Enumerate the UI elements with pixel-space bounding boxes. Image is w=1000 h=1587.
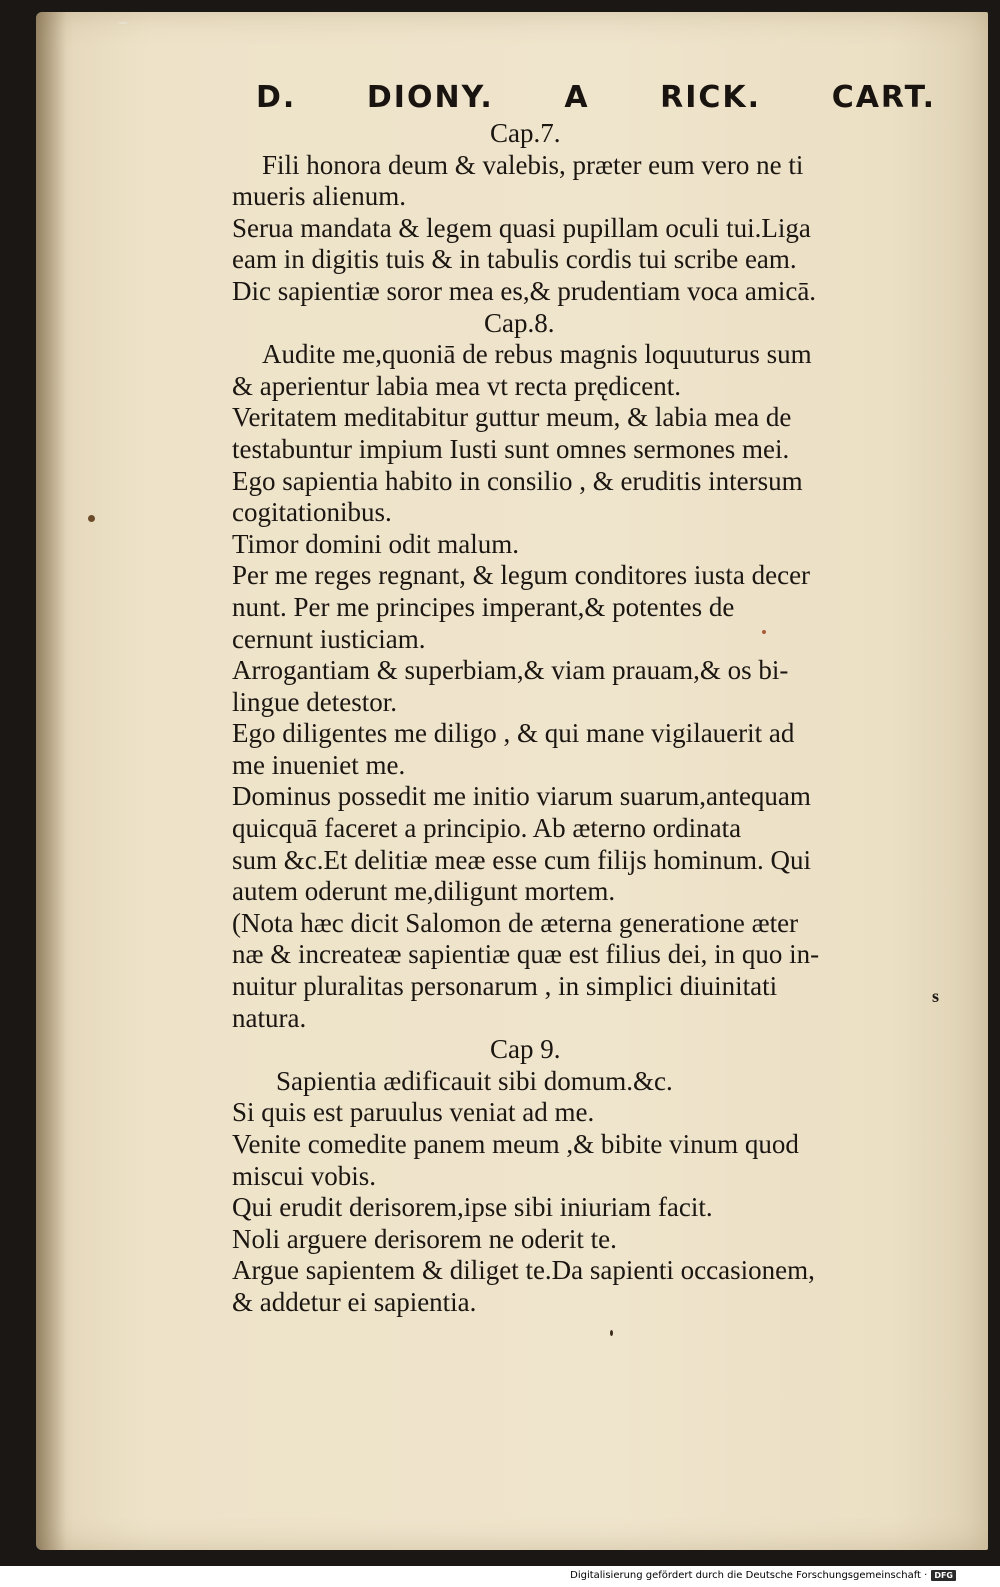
text-line: Ego sapientia habito in consilio , & eruditis intersum [232,465,803,496]
text-line: Si quis est paruulus veniat ad me. [232,1097,595,1128]
body-text [232,118,912,1319]
paper-speck [88,515,95,522]
text-line: cernunt iusticiam. [232,623,426,654]
chapter-heading: Cap 9. [490,1034,561,1065]
running-header [256,80,936,115]
header-word: D. [256,80,297,115]
text-line: Noli arguere derisorem ne oderit te. [232,1223,617,1254]
paper-speck [610,1330,613,1336]
header-word: DIONY. [366,80,494,115]
text-line: Serua mandata & legem quasi pupillam oculi tui.Liga [232,212,811,243]
text-line: Timor domini odit malum. [232,528,520,559]
text-line: cogitationibus. [232,497,392,528]
header-word: CART. [831,80,936,115]
text-line: Ego diligentes me diligo , & qui mane vigilauerit ad [232,718,795,749]
text-line: mueris alienum. [232,181,406,212]
text-line: miscui vobis. [232,1160,377,1191]
text-line: quicquā faceret a principio. Ab æterno ordinata [232,813,742,844]
text-line: Arrogantiam & superbiam,& viam prauam,& os bi- [232,655,789,686]
text-line: Qui erudit derisorem,ipse sibi iniuriam facit. [232,1192,713,1223]
text-line: (Nota hæc dicit Salomon de æterna generatione æter [232,907,799,938]
text-line: Fili honora deum & valebis, præter eum vero ne ti [262,149,804,180]
text-line: me inueniet me. [232,749,406,780]
text-line: sum &c.Et delitiæ meæ esse cum filijs hominum. Qui [232,844,811,875]
chapter-heading: Cap.7. [490,118,561,148]
text-line: testabuntur impium Iusti sunt omnes sermones mei. [232,433,790,464]
text-line: Venite comedite panem meum ,& bibite vinum quod [232,1129,799,1159]
text-line: Dominus possedit me initio viarum suarum,antequam [232,781,811,812]
footer-text: Digitalisierung gefördert durch die Deutsche Forschungsgemeinschaft · [570,1570,928,1581]
text-line: Audite me,quoniā de rebus magnis loquuturus sum [262,339,812,370]
text-line: & addetur ei sapientia. [232,1286,477,1317]
text-line: Argue sapientem & diliget te.Da sapienti occasionem, [232,1255,815,1286]
margin-catchword: s [932,986,940,1006]
text-line: autem oderunt me,diligunt mortem. [232,876,616,907]
text-line: natura. [232,1002,307,1033]
text-line: nunt. Per me principes imperant,& potentes de [232,591,735,622]
dfg-logo-icon: DFG [931,1570,956,1581]
text-line: Sapientia ædificauit sibi domum.&c. [276,1065,673,1096]
text-line: nuitur pluralitas personarum , in simplici diuinitati [232,971,778,1002]
text-line: Dic sapientiæ soror mea es,& prudentiam voca amicā. [232,275,817,306]
chapter-heading: Cap.8. [484,307,555,338]
text-line: & aperientur labia mea vt recta prędicent. [232,370,682,401]
text-line: Per me reges regnant, & legum conditores iusta decer [232,560,811,591]
text-line: næ & increateæ sapientiæ quæ est filius dei, in quo in- [232,939,820,970]
page-gutter-shadow [36,12,66,1550]
footer-credit [570,1570,956,1581]
header-word: RICK. [660,80,762,115]
header-word: A [564,80,590,115]
paper-speck [118,22,128,24]
text-line: lingue detestor. [232,686,397,717]
text-line: Veritatem meditabitur guttur meum, & labia mea de [232,402,792,433]
text-line: eam in digitis tuis & in tabulis cordis tui scribe eam. [232,244,797,275]
